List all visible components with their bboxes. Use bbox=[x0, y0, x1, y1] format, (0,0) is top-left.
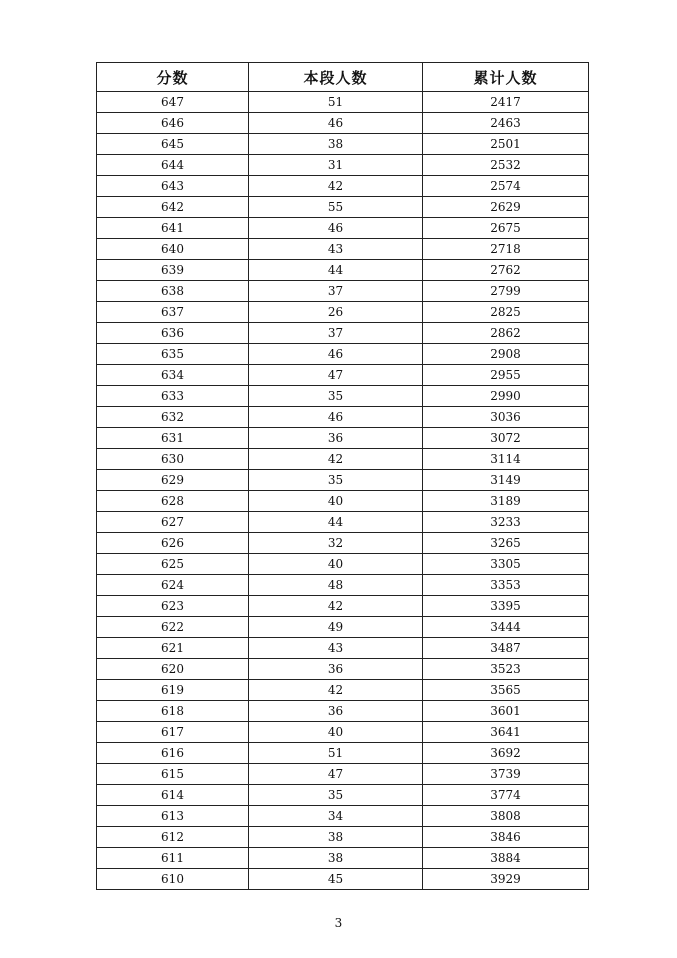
cell-cumulative-count: 3036 bbox=[423, 407, 589, 428]
cell-score: 617 bbox=[97, 722, 249, 743]
table-row bbox=[97, 785, 589, 806]
table-row bbox=[97, 554, 589, 575]
cell-cumulative-count: 3189 bbox=[423, 491, 589, 512]
cell-segment-count: 46 bbox=[249, 218, 423, 239]
cell-score: 643 bbox=[97, 176, 249, 197]
cell-segment-count: 42 bbox=[249, 449, 423, 470]
cell-segment-count: 38 bbox=[249, 848, 423, 869]
cell-score: 634 bbox=[97, 365, 249, 386]
cell-score: 622 bbox=[97, 617, 249, 638]
table-row bbox=[97, 113, 589, 134]
cell-score: 641 bbox=[97, 218, 249, 239]
cell-score: 636 bbox=[97, 323, 249, 344]
cell-score: 640 bbox=[97, 239, 249, 260]
cell-cumulative-count: 2862 bbox=[423, 323, 589, 344]
cell-segment-count: 51 bbox=[249, 92, 423, 113]
score-distribution-table bbox=[96, 62, 589, 890]
table-row bbox=[97, 512, 589, 533]
cell-cumulative-count: 3601 bbox=[423, 701, 589, 722]
cell-segment-count: 49 bbox=[249, 617, 423, 638]
cell-cumulative-count: 2718 bbox=[423, 239, 589, 260]
cell-score: 646 bbox=[97, 113, 249, 134]
cell-segment-count: 40 bbox=[249, 491, 423, 512]
table-row bbox=[97, 680, 589, 701]
cell-segment-count: 47 bbox=[249, 764, 423, 785]
table-row bbox=[97, 722, 589, 743]
cell-cumulative-count: 2501 bbox=[423, 134, 589, 155]
cell-score: 618 bbox=[97, 701, 249, 722]
cell-segment-count: 38 bbox=[249, 827, 423, 848]
cell-score: 626 bbox=[97, 533, 249, 554]
table-row bbox=[97, 701, 589, 722]
table-row bbox=[97, 470, 589, 491]
cell-segment-count: 55 bbox=[249, 197, 423, 218]
cell-segment-count: 46 bbox=[249, 113, 423, 134]
cell-cumulative-count: 2825 bbox=[423, 302, 589, 323]
cell-cumulative-count: 2574 bbox=[423, 176, 589, 197]
cell-score: 615 bbox=[97, 764, 249, 785]
cell-cumulative-count: 3929 bbox=[423, 869, 589, 890]
cell-segment-count: 37 bbox=[249, 281, 423, 302]
cell-score: 611 bbox=[97, 848, 249, 869]
cell-cumulative-count: 3523 bbox=[423, 659, 589, 680]
cell-score: 628 bbox=[97, 491, 249, 512]
cell-score: 621 bbox=[97, 638, 249, 659]
cell-score: 647 bbox=[97, 92, 249, 113]
table-row bbox=[97, 197, 589, 218]
cell-segment-count: 36 bbox=[249, 701, 423, 722]
table-row bbox=[97, 827, 589, 848]
cell-segment-count: 42 bbox=[249, 176, 423, 197]
table-row bbox=[97, 491, 589, 512]
cell-cumulative-count: 3565 bbox=[423, 680, 589, 701]
cell-score: 616 bbox=[97, 743, 249, 764]
table-row bbox=[97, 386, 589, 407]
cell-score: 630 bbox=[97, 449, 249, 470]
cell-cumulative-count: 3641 bbox=[423, 722, 589, 743]
table-row bbox=[97, 869, 589, 890]
table-row bbox=[97, 155, 589, 176]
cell-segment-count: 45 bbox=[249, 869, 423, 890]
cell-score: 637 bbox=[97, 302, 249, 323]
cell-score: 619 bbox=[97, 680, 249, 701]
table-row bbox=[97, 134, 589, 155]
cell-cumulative-count: 3692 bbox=[423, 743, 589, 764]
cell-segment-count: 43 bbox=[249, 239, 423, 260]
cell-cumulative-count: 3305 bbox=[423, 554, 589, 575]
cell-cumulative-count: 2532 bbox=[423, 155, 589, 176]
cell-segment-count: 35 bbox=[249, 470, 423, 491]
cell-segment-count: 42 bbox=[249, 680, 423, 701]
cell-cumulative-count: 2908 bbox=[423, 344, 589, 365]
cell-segment-count: 43 bbox=[249, 638, 423, 659]
cell-score: 633 bbox=[97, 386, 249, 407]
cell-score: 614 bbox=[97, 785, 249, 806]
cell-segment-count: 47 bbox=[249, 365, 423, 386]
cell-cumulative-count: 3808 bbox=[423, 806, 589, 827]
cell-cumulative-count: 3444 bbox=[423, 617, 589, 638]
table-row bbox=[97, 596, 589, 617]
table-row bbox=[97, 638, 589, 659]
cell-segment-count: 46 bbox=[249, 344, 423, 365]
table-row bbox=[97, 344, 589, 365]
cell-segment-count: 34 bbox=[249, 806, 423, 827]
cell-cumulative-count: 3233 bbox=[423, 512, 589, 533]
table-row bbox=[97, 806, 589, 827]
cell-cumulative-count: 3353 bbox=[423, 575, 589, 596]
table-header bbox=[97, 63, 589, 92]
cell-cumulative-count: 3739 bbox=[423, 764, 589, 785]
table-row bbox=[97, 764, 589, 785]
header-segment-count: 本段人数 bbox=[249, 63, 423, 92]
cell-cumulative-count: 3265 bbox=[423, 533, 589, 554]
table-body bbox=[97, 92, 589, 890]
cell-score: 631 bbox=[97, 428, 249, 449]
cell-segment-count: 35 bbox=[249, 785, 423, 806]
table-row bbox=[97, 218, 589, 239]
table-row bbox=[97, 281, 589, 302]
table-row bbox=[97, 407, 589, 428]
cell-score: 620 bbox=[97, 659, 249, 680]
table-row bbox=[97, 176, 589, 197]
cell-segment-count: 44 bbox=[249, 512, 423, 533]
cell-cumulative-count: 3072 bbox=[423, 428, 589, 449]
cell-score: 625 bbox=[97, 554, 249, 575]
cell-cumulative-count: 2799 bbox=[423, 281, 589, 302]
table-row bbox=[97, 260, 589, 281]
cell-cumulative-count: 3846 bbox=[423, 827, 589, 848]
cell-score: 645 bbox=[97, 134, 249, 155]
cell-score: 624 bbox=[97, 575, 249, 596]
table-row bbox=[97, 92, 589, 113]
cell-segment-count: 48 bbox=[249, 575, 423, 596]
cell-score: 612 bbox=[97, 827, 249, 848]
table-row bbox=[97, 302, 589, 323]
cell-segment-count: 42 bbox=[249, 596, 423, 617]
cell-cumulative-count: 2675 bbox=[423, 218, 589, 239]
cell-score: 639 bbox=[97, 260, 249, 281]
cell-score: 629 bbox=[97, 470, 249, 491]
cell-cumulative-count: 3774 bbox=[423, 785, 589, 806]
cell-cumulative-count: 3149 bbox=[423, 470, 589, 491]
cell-segment-count: 51 bbox=[249, 743, 423, 764]
cell-cumulative-count: 3395 bbox=[423, 596, 589, 617]
cell-segment-count: 36 bbox=[249, 428, 423, 449]
cell-cumulative-count: 2463 bbox=[423, 113, 589, 134]
cell-score: 613 bbox=[97, 806, 249, 827]
cell-segment-count: 36 bbox=[249, 659, 423, 680]
cell-cumulative-count: 2762 bbox=[423, 260, 589, 281]
cell-cumulative-count: 3114 bbox=[423, 449, 589, 470]
table-row bbox=[97, 743, 589, 764]
table-row bbox=[97, 533, 589, 554]
header-score: 分数 bbox=[97, 63, 249, 92]
cell-segment-count: 37 bbox=[249, 323, 423, 344]
cell-score: 632 bbox=[97, 407, 249, 428]
cell-cumulative-count: 2990 bbox=[423, 386, 589, 407]
header-row bbox=[97, 63, 589, 92]
cell-score: 644 bbox=[97, 155, 249, 176]
page-number: 3 bbox=[334, 916, 343, 930]
cell-segment-count: 46 bbox=[249, 407, 423, 428]
cell-score: 623 bbox=[97, 596, 249, 617]
table-row bbox=[97, 617, 589, 638]
cell-cumulative-count: 3884 bbox=[423, 848, 589, 869]
cell-score: 635 bbox=[97, 344, 249, 365]
cell-segment-count: 26 bbox=[249, 302, 423, 323]
cell-cumulative-count: 2955 bbox=[423, 365, 589, 386]
table-row bbox=[97, 239, 589, 260]
cell-segment-count: 38 bbox=[249, 134, 423, 155]
cell-score: 627 bbox=[97, 512, 249, 533]
cell-cumulative-count: 2629 bbox=[423, 197, 589, 218]
table-row bbox=[97, 575, 589, 596]
cell-cumulative-count: 2417 bbox=[423, 92, 589, 113]
table-row bbox=[97, 848, 589, 869]
table-row bbox=[97, 428, 589, 449]
cell-segment-count: 44 bbox=[249, 260, 423, 281]
cell-cumulative-count: 3487 bbox=[423, 638, 589, 659]
cell-segment-count: 40 bbox=[249, 722, 423, 743]
cell-segment-count: 32 bbox=[249, 533, 423, 554]
table-row bbox=[97, 365, 589, 386]
header-cumulative-count: 累计人数 bbox=[423, 63, 589, 92]
table-row bbox=[97, 323, 589, 344]
table-row bbox=[97, 449, 589, 470]
table-row bbox=[97, 659, 589, 680]
cell-segment-count: 35 bbox=[249, 386, 423, 407]
cell-score: 610 bbox=[97, 869, 249, 890]
cell-score: 642 bbox=[97, 197, 249, 218]
cell-segment-count: 31 bbox=[249, 155, 423, 176]
cell-score: 638 bbox=[97, 281, 249, 302]
cell-segment-count: 40 bbox=[249, 554, 423, 575]
